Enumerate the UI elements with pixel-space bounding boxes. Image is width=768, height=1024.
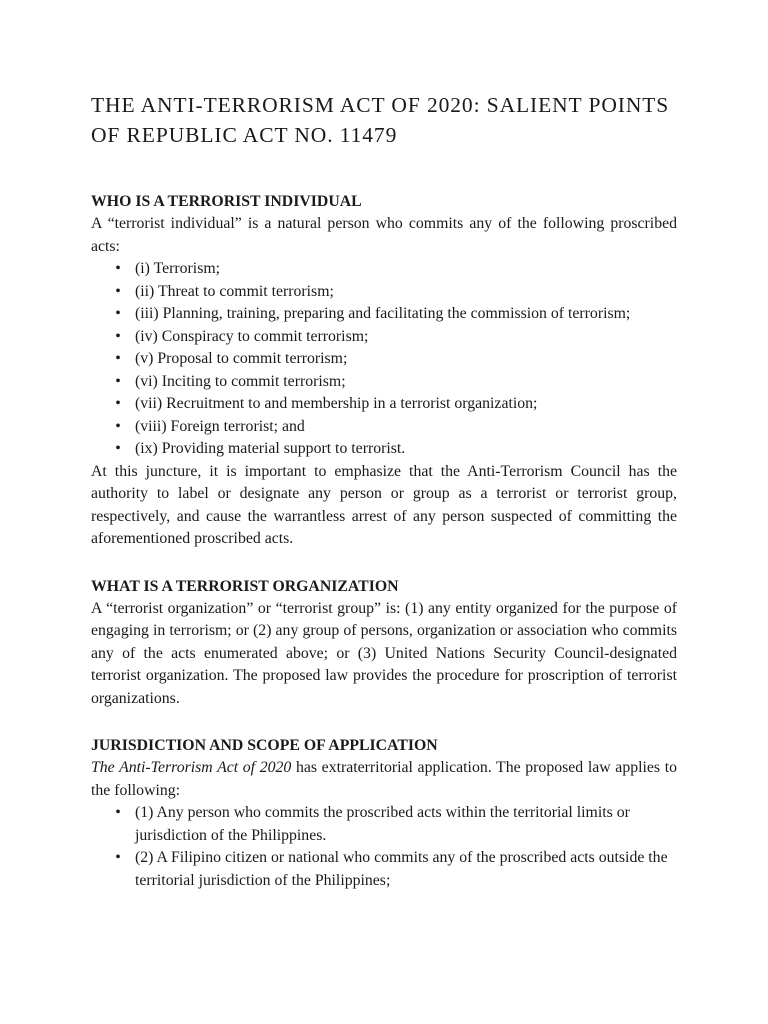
section-intro: A “terrorist individual” is a natural person who commits any of the following proscribed acts: xyxy=(91,215,677,255)
section-intro-rest: has extraterritorial application. The proposed law applies to the following: xyxy=(91,759,677,799)
jurisdiction-list xyxy=(91,802,677,892)
list-item-text: (viii) Foreign terrorist; and xyxy=(135,417,305,435)
section-terrorist-organization xyxy=(91,575,677,711)
bullet-icon: • xyxy=(115,372,121,390)
section-heading: WHO IS A TERRORIST INDIVIDUAL xyxy=(91,193,362,210)
spacer xyxy=(91,710,677,734)
spacer xyxy=(91,150,677,190)
document-title: THE ANTI-TERRORISM ACT OF 2020: SALIENT POINTS OF REPUBLIC ACT NO. 11479 xyxy=(91,93,670,147)
bullet-icon: • xyxy=(115,440,121,457)
bullet-icon: • xyxy=(115,395,121,412)
list-item xyxy=(91,326,677,349)
section-terrorist-individual xyxy=(91,190,677,551)
list-item-text: (v) Proposal to commit terrorism; xyxy=(135,350,348,367)
list-item-text: (ix) Providing material support to terrorist. xyxy=(135,440,406,457)
list-item xyxy=(91,847,677,892)
list-item-text: (iii) Planning, training, preparing and facilitating the commission of terrorism; xyxy=(135,305,631,322)
list-item xyxy=(91,393,677,416)
bullet-icon: • xyxy=(115,350,121,367)
bullet-icon: • xyxy=(115,804,121,821)
bullet-icon: • xyxy=(115,282,121,300)
section-heading: WHAT IS A TERRORIST ORGANIZATION xyxy=(91,577,399,595)
list-item-text: (vi) Inciting to commit terrorism; xyxy=(135,372,346,390)
list-item-text: (i) Terrorism; xyxy=(135,260,221,277)
list-item xyxy=(91,348,677,371)
bullet-icon: • xyxy=(115,417,121,435)
list-item-text: (ii) Threat to commit terrorism; xyxy=(135,282,334,300)
list-item xyxy=(91,281,677,304)
section-jurisdiction xyxy=(91,734,677,892)
bullet-icon: • xyxy=(115,327,121,345)
act-name-italic: The Anti-Terrorism Act of 2020 xyxy=(91,759,292,776)
list-item xyxy=(91,416,677,439)
list-item xyxy=(91,802,677,847)
section-intro xyxy=(91,757,677,802)
proscribed-acts-list xyxy=(91,258,677,461)
list-item-text: (1) Any person who commits the proscribed acts within the territorial limits or jurisdiction of the Philippines. xyxy=(135,804,630,844)
list-item xyxy=(91,438,677,461)
section-closing: At this juncture, it is important to emphasize that the Anti-Terrorism Council has the authority to label or designate any person or group as a terrorist or terrorist group, respectively, and cause the warrantless arrest of any person suspected of committing the aforementioned proscribed acts. xyxy=(91,462,677,547)
list-item xyxy=(91,303,677,326)
list-item-text: (2) A Filipino citizen or national who commits any of the proscribed acts outside the territorial jurisdiction of the Philippines; xyxy=(135,849,668,889)
list-item-text: (iv) Conspiracy to commit terrorism; xyxy=(135,327,369,345)
spacer xyxy=(91,551,677,575)
bullet-icon: • xyxy=(115,260,121,277)
list-item xyxy=(91,371,677,394)
section-intro: A “terrorist organization” or “terrorist group” is: (1) any entity organized for the purpose of engaging in terrorism; or (2) any group of persons, organization or association who commits any of the acts enumerated above; or (3) United Nations Security Council-designated terrorist organization. The proposed law provides the procedure for proscription of terrorist organizations. xyxy=(91,599,677,707)
list-item xyxy=(91,258,677,281)
bullet-icon: • xyxy=(115,849,121,866)
bullet-icon: • xyxy=(115,305,121,322)
list-item-text: (vii) Recruitment to and membership in a terrorist organization; xyxy=(135,395,538,412)
section-heading: JURISDICTION AND SCOPE OF APPLICATION xyxy=(91,737,438,754)
